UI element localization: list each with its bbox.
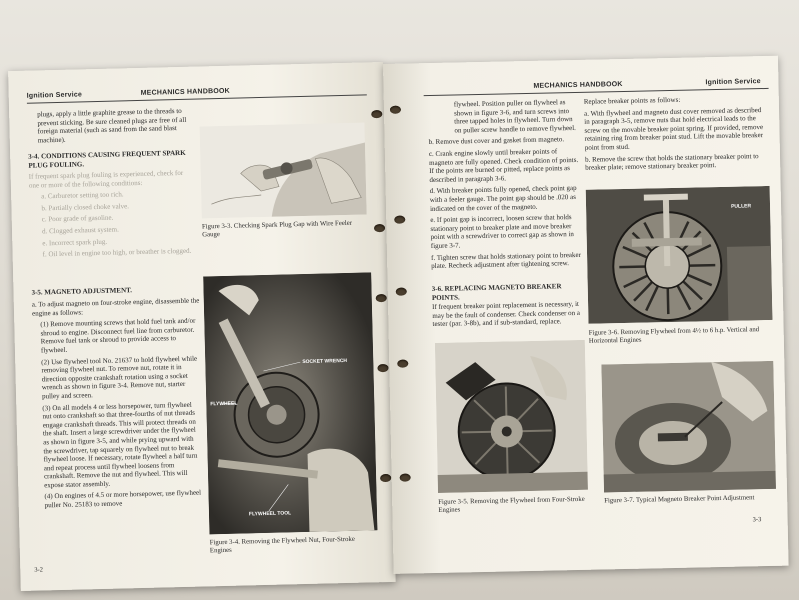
- binder-hole: [400, 474, 411, 482]
- figure-3-4-label-socket-wrench: SOCKET WRENCH: [302, 357, 348, 366]
- right-col1-para: b. Remove dust cover and gasket from magneto.: [428, 135, 565, 147]
- right-column-2-text: [584, 94, 768, 176]
- right-col2-para: Replace breaker points as follows:: [583, 95, 681, 106]
- section-3-5-step-1: (1) Remove mounting screws that hold fuel tank and/or shroud to engine. Disconnect fuel line from carburetor. Remove fuel tank or shroud to provide access to flywheel.: [40, 316, 196, 355]
- left-page-number: 3-2: [34, 566, 44, 574]
- binder-hole: [371, 110, 382, 118]
- figure-3-5-image: [435, 340, 588, 493]
- right-col1-para: d. With breaker points fully opened, check point gap with a feeler gauge. The point gap should be .020 as indicated on the cover of the magneto.: [429, 184, 577, 213]
- section-3-4-text: [29, 169, 196, 263]
- right-col1-para: e. If point gap is incorrect, loosen screw that holds stationary point to breaker plate and move breaker point with a screwdriver to correct gap as shown in figure 3-7.: [430, 213, 574, 250]
- right-column-1-text: [428, 98, 582, 274]
- section-3-5-text: [32, 297, 205, 514]
- left-intro-text: plugs, apply a little graphite grease to the threads to prevent sticking. Be sure cleaned plugs are free of all foreign material (such as sand from the sand blast machine).: [37, 106, 187, 145]
- binder-hole: [376, 294, 387, 302]
- right-col2-para: b. Remove the screw that holds the stationary breaker point to breaker plate; remove stationary breaker point.: [584, 151, 759, 172]
- right-page-number: 3-3: [752, 516, 762, 524]
- section-3-5-para-a: a. To adjust magneto on four-stroke engine, disassemble the engine as follows:: [31, 296, 200, 318]
- left-header-section: Ignition Service: [26, 91, 83, 100]
- list-item: a. Carburetor setting too rich.: [41, 190, 124, 201]
- section-3-5-step-4: (4) On engines of 4.5 or more horsepower, use flywheel puller No. 25183 to remove: [44, 489, 202, 510]
- figure-3-3-caption: Figure 3-3. Checking Spark Plug Gap with Wire Feeler Gauge: [201, 219, 353, 239]
- section-3-6-text: If frequent breaker point replacement is necessary, it may be the fault of condenser. Check condenser on a tester (par. 3-8b), and if sub-standard, replace.: [432, 299, 581, 329]
- section-3-5-title: 3-5. MAGNETO ADJUSTMENT.: [31, 286, 133, 297]
- figure-3-6-label-puller: PULLER: [731, 203, 752, 210]
- left-page: [8, 62, 396, 591]
- binder-hole: [394, 216, 405, 224]
- section-3-5-step-2: (2) Use flywheel tool No. 21637 to hold flywheel while removing flywheel nut. To remove nut, rotate it in direction opposite crankshaft rotation using a socket wrench as shown in figure 3-4. Remove nut, starter pulley and screen.: [41, 354, 198, 401]
- figure-3-4-caption: Figure 3-4. Removing the Flywheel Nut, Four-Stroke Engines: [209, 535, 355, 555]
- figure-3-5-caption: Figure 3-5. Removing the Flywheel from Four-Stroke Engines: [438, 495, 585, 514]
- list-item: e. Incorrect spark plug.: [42, 237, 108, 247]
- right-page: [383, 56, 789, 574]
- binder-hole: [374, 224, 385, 232]
- right-col2-para: a. With flywheel and magneto dust cover removed as described in paragraph 3-5, remove nuts that hold electrical leads to the screw on the movable breaker point spring. If provided, remove retaining ring from breaker point stud. Lift the movable breaker point from stud.: [583, 105, 764, 152]
- list-item: b. Partially closed choke valve.: [41, 202, 130, 213]
- binder-hole: [397, 360, 408, 368]
- binder-hole: [377, 364, 388, 372]
- right-col1-para: flywheel. Position puller on flywheel as shown in figure 3-6, and turn screws into three tapped holes in flywheel. Turn down on puller screw handle to remove flywheel.: [453, 98, 576, 135]
- figure-3-7-image: [601, 361, 776, 493]
- right-header-section: Ignition Service: [705, 78, 761, 87]
- section-3-5-step-3: (3) On all models 4 or less horsepower, turn flywheel nut onto crankshaft so that three-fourths of nut threads engage crankshaft threads. This will protect threads on the shaft. Insert a large screwdriver under the flywheel as shown in figure 3-5, and while prying upward with the screwdriver, tap squarely on flywheel nut to break flywheel loose. If necessary, rotate flywheel a half turn and repeat process until flywheel loosens from crankshaft. Remove the nut and flywheel. This will expose stator assembly.: [42, 400, 198, 490]
- left-header-title: MECHANICS HANDBOOK: [140, 87, 230, 97]
- figure-3-4-label-flywheel: FLYWHEEL: [210, 400, 238, 408]
- figure-3-6-caption: Figure 3-6. Removing Flywheel from 4½ to 6 h.p. Vertical and Horizontal Engines: [588, 326, 760, 345]
- right-col1-para: f. Tighten screw that holds stationary point to breaker plate. Recheck adjustment after tightening screw.: [430, 250, 582, 271]
- section-3-6-title: 3-6. REPLACING MAGNETO BREAKER POINTS.: [431, 282, 562, 302]
- binder-hole: [396, 288, 407, 296]
- list-item: f. Oil level in engine too high, or breather is clogged.: [42, 246, 192, 259]
- figure-3-7-caption: Figure 3-7. Typical Magneto Breaker Point Adjustment: [604, 494, 755, 505]
- section-3-4-intro: If frequent spark plug fouling is experienced, check for one or more of the following conditions:: [28, 168, 184, 190]
- binder-hole: [380, 474, 391, 482]
- section-3-4-title: 3-4. CONDITIONS CAUSING FREQUENT SPARK PLUG FOULING.: [28, 148, 186, 170]
- figure-3-3-image: [200, 122, 367, 218]
- figure-3-4-label-flywheel-tool: FLYWHEEL TOOL: [248, 510, 292, 518]
- list-item: c. Poor grade of gasoline.: [41, 214, 114, 224]
- list-item: d. Clogged exhaust system.: [41, 225, 119, 236]
- binder-hole: [390, 106, 401, 114]
- right-header-title: MECHANICS HANDBOOK: [533, 80, 623, 90]
- right-col1-para: c. Crank engine slowly until breaker points of magneto are fully opened. Check condition of points. If the points are burned or pitted, replace points as described in paragraph 3-6.: [428, 147, 579, 184]
